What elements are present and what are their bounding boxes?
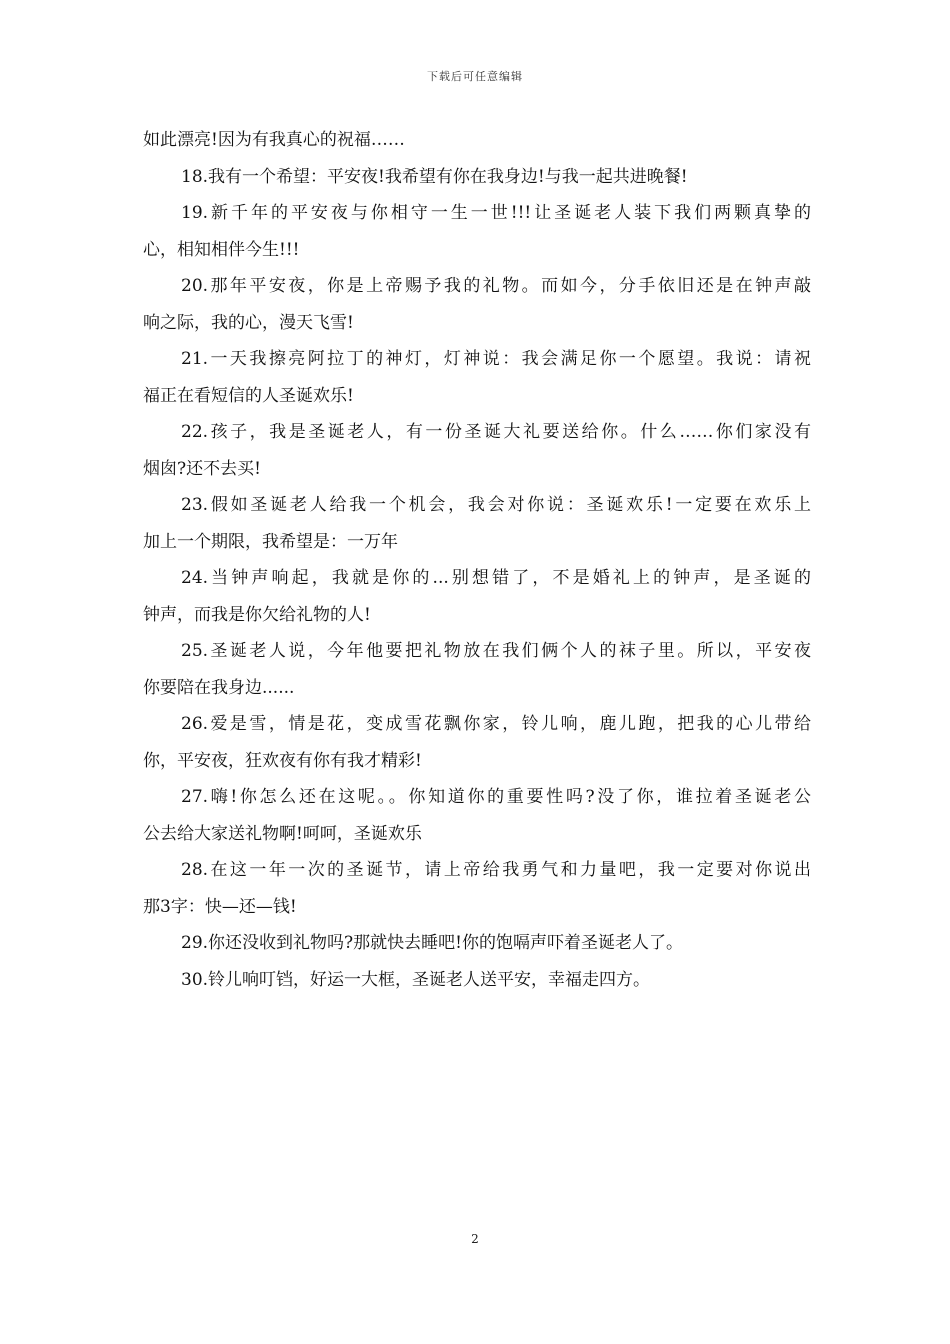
text-line: 烟囱?还不去买! (143, 458, 261, 479)
text-line: 18.我有一个希望：平安夜!我希望有你在我身边!与我一起共进晚餐! (181, 166, 688, 187)
text-line: 29.你还没收到礼物吗?那就快去睡吧!你的饱嗝声吓着圣诞老人了。 (181, 933, 683, 953)
text-line: 22.孩子，我是圣诞老人，有一份圣诞大礼要送给你。什么……你们家没有 (181, 422, 811, 442)
text-line: 30.铃儿响叮铛，好运一大框，圣诞老人送平安，幸福走四方。 (181, 969, 651, 990)
text-line: 如此漂亮!因为有我真心的祝福…… (143, 130, 405, 150)
text-line: 19.新千年的平安夜与你相守一生一世!!!让圣诞老人装下我们两颗真挚的 (181, 203, 811, 223)
text-line: 25.圣诞老人说，今年他要把礼物放在我们俩个人的袜子里。所以，平安夜 (181, 641, 811, 661)
text-line: 26.爱是雪，情是花，变成雪花飘你家，铃儿响，鹿儿跑，把我的心儿带给 (181, 714, 811, 734)
text-line: 你，平安夜，狂欢夜有你有我才精彩! (143, 750, 422, 771)
text-line: 那3字：快—还—钱! (143, 896, 297, 917)
text-line: 28.在这一年一次的圣诞节，请上帝给我勇气和力量吧，我一定要对你说出 (181, 860, 811, 880)
text-line: 23.假如圣诞老人给我一个机会，我会对你说：圣诞欢乐!一定要在欢乐上 (181, 495, 811, 515)
text-line: 钟声，而我是你欠给礼物的人! (143, 604, 371, 625)
body-text (143, 122, 811, 998)
text-line: 公去给大家送礼物啊!呵呵，圣诞欢乐 (143, 823, 422, 844)
text-line: 21.一天我擦亮阿拉丁的神灯，灯神说：我会满足你一个愿望。我说：请祝 (181, 349, 811, 369)
text-line: 心，相知相伴今生!!! (143, 239, 300, 260)
page-header: 下载后可任意编辑 (427, 70, 523, 83)
text-line: 响之际，我的心，漫天飞雪! (143, 312, 354, 333)
text-line: 福正在看短信的人圣诞欢乐! (143, 385, 354, 406)
page-number: 2 (471, 1232, 479, 1246)
text-line: 20.那年平安夜，你是上帝赐予我的礼物。而如今，分手依旧还是在钟声敲 (181, 276, 811, 296)
text-line: 27.嗨!你怎么还在这呢。。你知道你的重要性吗?没了你，谁拉着圣诞老公 (181, 787, 811, 807)
text-line: 你要陪在我身边...... (143, 677, 295, 698)
text-line: 24.当钟声响起，我就是你的...别想错了，不是婚礼上的钟声，是圣诞的 (181, 568, 811, 588)
text-line: 加上一个期限，我希望是：一万年 (143, 531, 398, 552)
